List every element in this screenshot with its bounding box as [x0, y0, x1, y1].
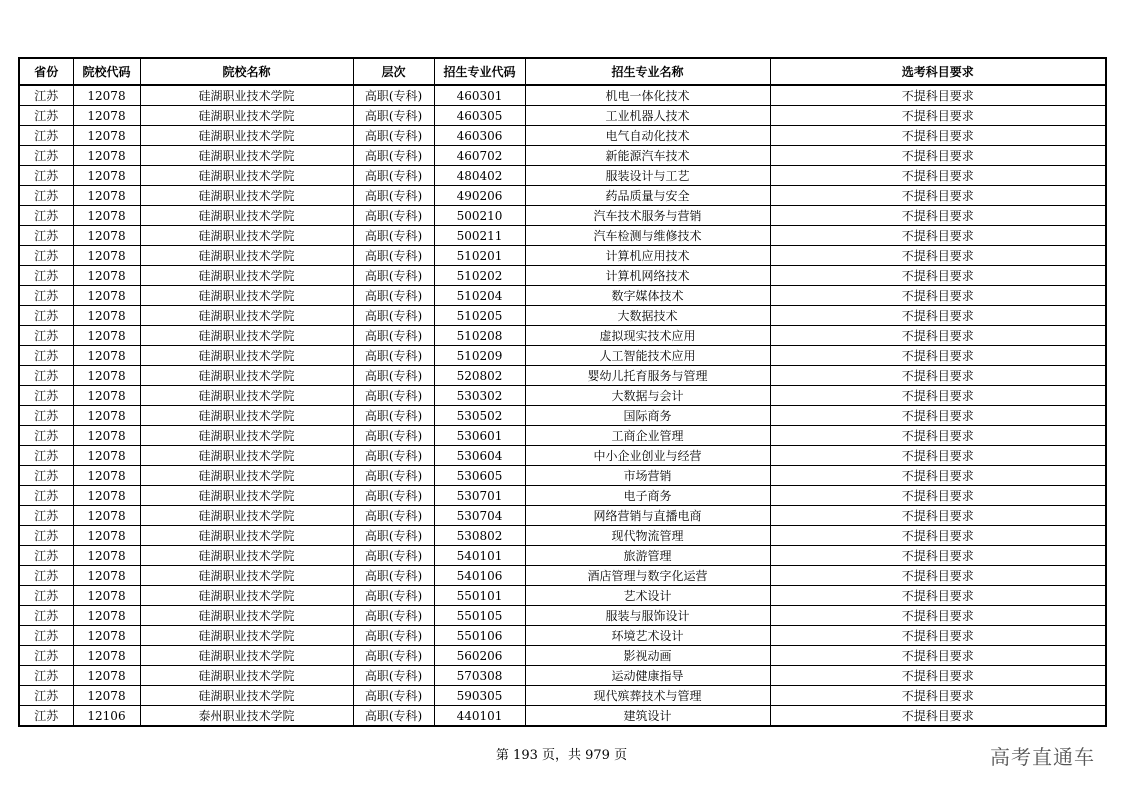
table-cell: 500210 — [434, 206, 525, 226]
table-cell: 460306 — [434, 126, 525, 146]
table-row — [19, 546, 1106, 566]
table-row — [19, 266, 1106, 286]
table-cell: 不提科目要求 — [770, 426, 1106, 446]
table-cell: 环境艺术设计 — [525, 626, 770, 646]
table-row — [19, 126, 1106, 146]
table-row — [19, 566, 1106, 586]
table-cell: 硅湖职业技术学院 — [140, 346, 353, 366]
table-cell: 艺术设计 — [525, 586, 770, 606]
table-row — [19, 406, 1106, 426]
table-cell: 数字媒体技术 — [525, 286, 770, 306]
table-cell: 硅湖职业技术学院 — [140, 486, 353, 506]
table-cell: 12078 — [73, 606, 140, 626]
table-cell: 不提科目要求 — [770, 646, 1106, 666]
table-cell: 460305 — [434, 106, 525, 126]
table-cell: 不提科目要求 — [770, 606, 1106, 626]
table-cell: 高职(专科) — [353, 146, 434, 166]
table-cell: 江苏 — [19, 326, 73, 346]
table-cell: 高职(专科) — [353, 126, 434, 146]
table-row — [19, 286, 1106, 306]
table-row — [19, 166, 1106, 186]
table-cell: 硅湖职业技术学院 — [140, 326, 353, 346]
table-cell: 540101 — [434, 546, 525, 566]
table-cell: 不提科目要求 — [770, 326, 1106, 346]
table-cell: 硅湖职业技术学院 — [140, 106, 353, 126]
table-cell: 服装与服饰设计 — [525, 606, 770, 626]
table-cell: 高职(专科) — [353, 166, 434, 186]
table-cell: 不提科目要求 — [770, 106, 1106, 126]
table-cell: 高职(专科) — [353, 346, 434, 366]
table-cell: 运动健康指导 — [525, 666, 770, 686]
table-cell: 硅湖职业技术学院 — [140, 586, 353, 606]
table-row — [19, 706, 1106, 727]
table-row — [19, 586, 1106, 606]
table-row — [19, 526, 1106, 546]
table-cell: 江苏 — [19, 146, 73, 166]
table-cell: 电气自动化技术 — [525, 126, 770, 146]
table-cell: 江苏 — [19, 426, 73, 446]
table-cell: 硅湖职业技术学院 — [140, 85, 353, 106]
table-cell: 12078 — [73, 406, 140, 426]
table-cell: 现代殡葬技术与管理 — [525, 686, 770, 706]
table-cell: 工商企业管理 — [525, 426, 770, 446]
column-header: 招生专业代码 — [434, 58, 525, 85]
table-cell: 高职(专科) — [353, 286, 434, 306]
table-row — [19, 186, 1106, 206]
table-cell: 12078 — [73, 466, 140, 486]
table-cell: 江苏 — [19, 486, 73, 506]
table-header-row — [19, 58, 1106, 85]
table-cell: 高职(专科) — [353, 246, 434, 266]
table-cell: 硅湖职业技术学院 — [140, 246, 353, 266]
table-cell: 530502 — [434, 406, 525, 426]
column-header: 院校名称 — [140, 58, 353, 85]
table-cell: 高职(专科) — [353, 226, 434, 246]
table-cell: 酒店管理与数字化运营 — [525, 566, 770, 586]
table-cell: 530701 — [434, 486, 525, 506]
table-cell: 12078 — [73, 686, 140, 706]
table-cell: 12078 — [73, 106, 140, 126]
table-cell: 不提科目要求 — [770, 266, 1106, 286]
table-cell: 12078 — [73, 186, 140, 206]
admission-table — [18, 57, 1107, 727]
table-cell: 汽车技术服务与营销 — [525, 206, 770, 226]
column-header: 院校代码 — [73, 58, 140, 85]
table-cell: 12078 — [73, 166, 140, 186]
table-cell: 500211 — [434, 226, 525, 246]
table-cell: 硅湖职业技术学院 — [140, 126, 353, 146]
table-cell: 不提科目要求 — [770, 546, 1106, 566]
table-cell: 硅湖职业技术学院 — [140, 306, 353, 326]
column-header: 招生专业名称 — [525, 58, 770, 85]
table-cell: 江苏 — [19, 466, 73, 486]
table-cell: 12078 — [73, 146, 140, 166]
table-cell: 高职(专科) — [353, 186, 434, 206]
table-cell: 汽车检测与维修技术 — [525, 226, 770, 246]
table-cell: 不提科目要求 — [770, 406, 1106, 426]
table-cell: 510201 — [434, 246, 525, 266]
table-cell: 江苏 — [19, 286, 73, 306]
table-cell: 12078 — [73, 546, 140, 566]
table-cell: 虚拟现实技术应用 — [525, 326, 770, 346]
column-header: 层次 — [353, 58, 434, 85]
table-cell: 不提科目要求 — [770, 186, 1106, 206]
table-cell: 硅湖职业技术学院 — [140, 626, 353, 646]
table-cell: 计算机网络技术 — [525, 266, 770, 286]
table-cell: 高职(专科) — [353, 306, 434, 326]
table-cell: 460301 — [434, 85, 525, 106]
table-cell: 工业机器人技术 — [525, 106, 770, 126]
table-cell: 高职(专科) — [353, 626, 434, 646]
table-cell: 530802 — [434, 526, 525, 546]
table-cell: 高职(专科) — [353, 446, 434, 466]
table-cell: 12078 — [73, 486, 140, 506]
table-cell: 高职(专科) — [353, 546, 434, 566]
table-cell: 530605 — [434, 466, 525, 486]
table-cell: 硅湖职业技术学院 — [140, 446, 353, 466]
table-cell: 不提科目要求 — [770, 306, 1106, 326]
table-cell: 江苏 — [19, 586, 73, 606]
table-cell: 490206 — [434, 186, 525, 206]
table-cell: 12078 — [73, 666, 140, 686]
table-cell: 不提科目要求 — [770, 666, 1106, 686]
table-cell: 硅湖职业技术学院 — [140, 166, 353, 186]
table-cell: 高职(专科) — [353, 426, 434, 446]
table-cell: 硅湖职业技术学院 — [140, 426, 353, 446]
table-cell: 12078 — [73, 266, 140, 286]
table-cell: 不提科目要求 — [770, 526, 1106, 546]
table-cell: 不提科目要求 — [770, 626, 1106, 646]
table-cell: 旅游管理 — [525, 546, 770, 566]
table-cell: 高职(专科) — [353, 206, 434, 226]
table-cell: 510204 — [434, 286, 525, 306]
table-cell: 不提科目要求 — [770, 246, 1106, 266]
table-cell: 不提科目要求 — [770, 226, 1106, 246]
table-cell: 高职(专科) — [353, 646, 434, 666]
table-cell: 江苏 — [19, 166, 73, 186]
table-cell: 不提科目要求 — [770, 386, 1106, 406]
table-cell: 硅湖职业技术学院 — [140, 406, 353, 426]
table-cell: 江苏 — [19, 386, 73, 406]
table-cell: 12078 — [73, 426, 140, 446]
table-cell: 高职(专科) — [353, 85, 434, 106]
table-row — [19, 646, 1106, 666]
table-row — [19, 246, 1106, 266]
table-cell: 12078 — [73, 526, 140, 546]
table-cell: 江苏 — [19, 646, 73, 666]
table-cell: 540106 — [434, 566, 525, 586]
table-row — [19, 206, 1106, 226]
table-cell: 高职(专科) — [353, 686, 434, 706]
table-cell: 12078 — [73, 346, 140, 366]
table-cell: 530704 — [434, 506, 525, 526]
table-row — [19, 626, 1106, 646]
table-cell: 江苏 — [19, 85, 73, 106]
table-row — [19, 85, 1106, 106]
table-cell: 硅湖职业技术学院 — [140, 606, 353, 626]
table-cell: 江苏 — [19, 706, 73, 727]
table-cell: 建筑设计 — [525, 706, 770, 727]
page-number: 第 193 页，共 979 页 — [495, 748, 628, 763]
table-row — [19, 466, 1106, 486]
table-cell: 不提科目要求 — [770, 486, 1106, 506]
table-cell: 婴幼儿托育服务与管理 — [525, 366, 770, 386]
table-cell: 江苏 — [19, 206, 73, 226]
table-cell: 12106 — [73, 706, 140, 727]
table-cell: 中小企业创业与经营 — [525, 446, 770, 466]
table-cell: 12078 — [73, 286, 140, 306]
table-cell: 硅湖职业技术学院 — [140, 266, 353, 286]
table-cell: 高职(专科) — [353, 506, 434, 526]
table-cell: 550106 — [434, 626, 525, 646]
table-cell: 高职(专科) — [353, 266, 434, 286]
table-row — [19, 426, 1106, 446]
table-cell: 570308 — [434, 666, 525, 686]
table-cell: 江苏 — [19, 546, 73, 566]
table-cell: 江苏 — [19, 666, 73, 686]
table-cell: 硅湖职业技术学院 — [140, 506, 353, 526]
table-cell: 12078 — [73, 626, 140, 646]
table-cell: 不提科目要求 — [770, 566, 1106, 586]
table-row — [19, 386, 1106, 406]
table-cell: 江苏 — [19, 566, 73, 586]
table-cell: 硅湖职业技术学院 — [140, 366, 353, 386]
table-cell: 高职(专科) — [353, 406, 434, 426]
table-cell: 新能源汽车技术 — [525, 146, 770, 166]
table-cell: 硅湖职业技术学院 — [140, 286, 353, 306]
table-cell: 江苏 — [19, 366, 73, 386]
table-cell: 不提科目要求 — [770, 286, 1106, 306]
table-cell: 12078 — [73, 646, 140, 666]
table-cell: 590305 — [434, 686, 525, 706]
table-cell: 不提科目要求 — [770, 586, 1106, 606]
table-cell: 12078 — [73, 226, 140, 246]
table-cell: 12078 — [73, 85, 140, 106]
table-cell: 不提科目要求 — [770, 446, 1106, 466]
table-cell: 江苏 — [19, 606, 73, 626]
table-cell: 12078 — [73, 586, 140, 606]
table-cell: 510209 — [434, 346, 525, 366]
table-row — [19, 366, 1106, 386]
table-cell: 12078 — [73, 566, 140, 586]
table-cell: 江苏 — [19, 246, 73, 266]
table-cell: 550101 — [434, 586, 525, 606]
table-cell: 影视动画 — [525, 646, 770, 666]
table-cell: 江苏 — [19, 306, 73, 326]
table-cell: 硅湖职业技术学院 — [140, 466, 353, 486]
table-cell: 硅湖职业技术学院 — [140, 666, 353, 686]
table-cell: 不提科目要求 — [770, 466, 1106, 486]
table-cell: 江苏 — [19, 626, 73, 646]
table-cell: 江苏 — [19, 106, 73, 126]
table-cell: 高职(专科) — [353, 566, 434, 586]
table-row — [19, 306, 1106, 326]
table-cell: 不提科目要求 — [770, 206, 1106, 226]
table-cell: 江苏 — [19, 446, 73, 466]
table-row — [19, 506, 1106, 526]
column-header: 省份 — [19, 58, 73, 85]
table-cell: 12078 — [73, 246, 140, 266]
table-cell: 不提科目要求 — [770, 706, 1106, 727]
table-cell: 机电一体化技术 — [525, 85, 770, 106]
table-cell: 硅湖职业技术学院 — [140, 226, 353, 246]
table-row — [19, 106, 1106, 126]
table-cell: 高职(专科) — [353, 586, 434, 606]
table-cell: 12078 — [73, 386, 140, 406]
table-cell: 不提科目要求 — [770, 506, 1106, 526]
table-row — [19, 446, 1106, 466]
table-cell: 510208 — [434, 326, 525, 346]
table-cell: 高职(专科) — [353, 666, 434, 686]
table-cell: 硅湖职业技术学院 — [140, 566, 353, 586]
table-cell: 不提科目要求 — [770, 346, 1106, 366]
table-cell: 不提科目要求 — [770, 366, 1106, 386]
table-cell: 高职(专科) — [353, 526, 434, 546]
table-cell: 高职(专科) — [353, 466, 434, 486]
table-cell: 高职(专科) — [353, 386, 434, 406]
table-cell: 江苏 — [19, 406, 73, 426]
table-row — [19, 326, 1106, 346]
table-cell: 硅湖职业技术学院 — [140, 546, 353, 566]
table-cell: 550105 — [434, 606, 525, 626]
table-cell: 人工智能技术应用 — [525, 346, 770, 366]
table-cell: 560206 — [434, 646, 525, 666]
table-cell: 江苏 — [19, 226, 73, 246]
table-cell: 药品质量与安全 — [525, 186, 770, 206]
table-cell: 530302 — [434, 386, 525, 406]
table-cell: 480402 — [434, 166, 525, 186]
table-cell: 江苏 — [19, 346, 73, 366]
table-cell: 江苏 — [19, 526, 73, 546]
table-cell: 不提科目要求 — [770, 85, 1106, 106]
table-cell: 不提科目要求 — [770, 146, 1106, 166]
table-cell: 高职(专科) — [353, 486, 434, 506]
table-cell: 12078 — [73, 306, 140, 326]
table-cell: 江苏 — [19, 686, 73, 706]
table-cell: 不提科目要求 — [770, 686, 1106, 706]
table-cell: 12078 — [73, 126, 140, 146]
table-cell: 高职(专科) — [353, 326, 434, 346]
table-cell: 大数据技术 — [525, 306, 770, 326]
table-cell: 硅湖职业技术学院 — [140, 206, 353, 226]
table-row — [19, 486, 1106, 506]
table-cell: 计算机应用技术 — [525, 246, 770, 266]
table-cell: 国际商务 — [525, 406, 770, 426]
table-cell: 网络营销与直播电商 — [525, 506, 770, 526]
table-cell: 硅湖职业技术学院 — [140, 526, 353, 546]
table-cell: 江苏 — [19, 266, 73, 286]
table-cell: 530601 — [434, 426, 525, 446]
table-row — [19, 226, 1106, 246]
table-cell: 电子商务 — [525, 486, 770, 506]
table-cell: 硅湖职业技术学院 — [140, 646, 353, 666]
table-cell: 12078 — [73, 506, 140, 526]
table-cell: 不提科目要求 — [770, 166, 1106, 186]
table-row — [19, 686, 1106, 706]
watermark-logo: 高考直通车 — [990, 745, 1095, 769]
table-row — [19, 146, 1106, 166]
table-cell: 高职(专科) — [353, 366, 434, 386]
table-cell: 12078 — [73, 446, 140, 466]
table-row — [19, 346, 1106, 366]
table-cell: 高职(专科) — [353, 606, 434, 626]
table-cell: 12078 — [73, 366, 140, 386]
table-cell: 硅湖职业技术学院 — [140, 386, 353, 406]
table-cell: 460702 — [434, 146, 525, 166]
table-cell: 江苏 — [19, 506, 73, 526]
table-cell: 510202 — [434, 266, 525, 286]
table-cell: 520802 — [434, 366, 525, 386]
table-cell: 12078 — [73, 206, 140, 226]
table-cell: 现代物流管理 — [525, 526, 770, 546]
table-cell: 440101 — [434, 706, 525, 727]
table-cell: 硅湖职业技术学院 — [140, 686, 353, 706]
table-cell: 服装设计与工艺 — [525, 166, 770, 186]
table-cell: 江苏 — [19, 186, 73, 206]
table-cell: 510205 — [434, 306, 525, 326]
table-cell: 12078 — [73, 326, 140, 346]
table-cell: 硅湖职业技术学院 — [140, 186, 353, 206]
table-cell: 江苏 — [19, 126, 73, 146]
table-body — [19, 85, 1106, 726]
table-row — [19, 606, 1106, 626]
table-cell: 高职(专科) — [353, 706, 434, 727]
column-header: 选考科目要求 — [770, 58, 1106, 85]
table-cell: 不提科目要求 — [770, 126, 1106, 146]
table-cell: 高职(专科) — [353, 106, 434, 126]
table-cell: 530604 — [434, 446, 525, 466]
table-row — [19, 666, 1106, 686]
table-cell: 市场营销 — [525, 466, 770, 486]
table-cell: 硅湖职业技术学院 — [140, 146, 353, 166]
table-cell: 大数据与会计 — [525, 386, 770, 406]
table-cell: 泰州职业技术学院 — [140, 706, 353, 727]
